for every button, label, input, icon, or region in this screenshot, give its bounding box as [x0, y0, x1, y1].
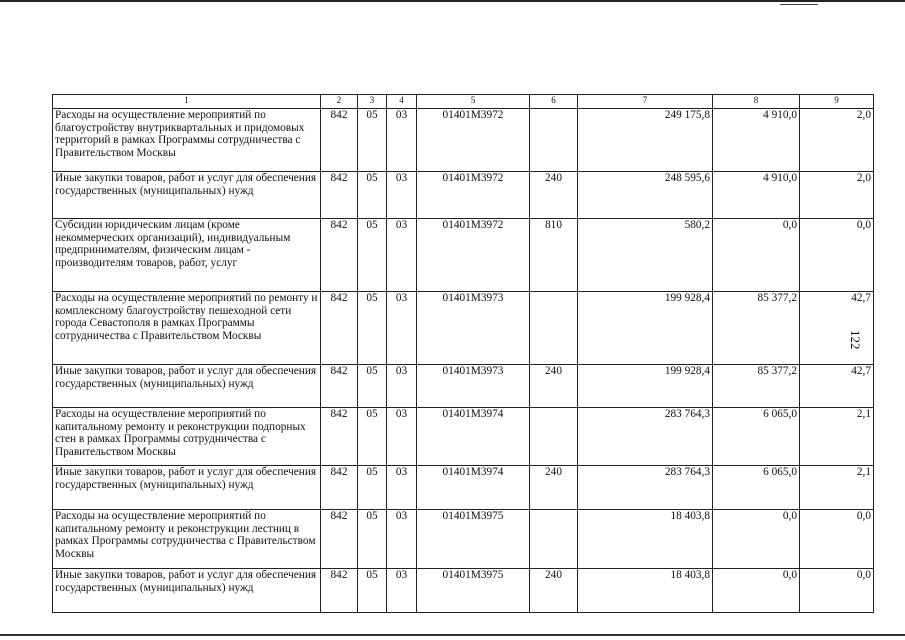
cell-ved: 842: [321, 408, 358, 466]
cell-pr: 03: [387, 365, 417, 408]
cell-pr: 03: [387, 510, 417, 569]
cell-plan: 580,2: [578, 219, 713, 292]
cell-vr: [530, 109, 578, 172]
cell-fact: 4 910,0: [713, 172, 800, 219]
cell-csr: 01401М3972: [417, 109, 530, 172]
cell-plan: 18 403,8: [578, 510, 713, 569]
cell-vr: [530, 292, 578, 365]
table-body: [53, 109, 874, 613]
cell-vr: 240: [530, 172, 578, 219]
cell-ved: 842: [321, 510, 358, 569]
cell-rz: 05: [358, 172, 387, 219]
table-row: [53, 408, 874, 466]
cell-plan: 18 403,8: [578, 569, 713, 613]
cell-name: Расходы на осуществление мероприятий по ремонту и комплексному благоустройству пешеходной сети города Севастополя в рамках Программы сотрудничества с Правительством Москвы: [53, 292, 321, 365]
cell-fact: 0,0: [713, 569, 800, 613]
table-row: [53, 292, 874, 365]
cell-csr: 01401М3973: [417, 365, 530, 408]
cell-fact: 4 910,0: [713, 109, 800, 172]
header-cell: 8: [713, 95, 800, 109]
cell-plan: 199 928,4: [578, 365, 713, 408]
budget-table: [52, 94, 874, 613]
cell-pct: 0,0: [800, 569, 874, 613]
cell-ved: 842: [321, 292, 358, 365]
cell-vr: [530, 510, 578, 569]
cell-fact: 85 377,2: [713, 365, 800, 408]
header-cell: 6: [530, 95, 578, 109]
cell-rz: 05: [358, 510, 387, 569]
cell-vr: 240: [530, 569, 578, 613]
cell-name: Расходы на осуществление мероприятий по капитальному ремонту и реконструкции подпорных стен в рамках Программы сотрудничества с Правительством Москвы: [53, 408, 321, 466]
cell-plan: 283 764,3: [578, 408, 713, 466]
table-row: [53, 569, 874, 613]
cell-ved: 842: [321, 109, 358, 172]
table-row: [53, 172, 874, 219]
header-cell: 3: [358, 95, 387, 109]
cell-vr: [530, 408, 578, 466]
cell-name: Иные закупки товаров, работ и услуг для обеспечения государственных (муниципальных) нужд: [53, 466, 321, 510]
cell-pct: 2,1: [800, 408, 874, 466]
cell-rz: 05: [358, 219, 387, 292]
cell-plan: 248 595,6: [578, 172, 713, 219]
cell-pct: 2,0: [800, 109, 874, 172]
cell-rz: 05: [358, 408, 387, 466]
cell-ved: 842: [321, 466, 358, 510]
cell-name: Иные закупки товаров, работ и услуг для обеспечения государственных (муниципальных) нужд: [53, 569, 321, 613]
cell-fact: 85 377,2: [713, 292, 800, 365]
cell-csr: 01401М3972: [417, 172, 530, 219]
cell-pr: 03: [387, 466, 417, 510]
cell-vr: 240: [530, 365, 578, 408]
cell-plan: 249 175,8: [578, 109, 713, 172]
cell-rz: 05: [358, 365, 387, 408]
cell-csr: 01401М3975: [417, 510, 530, 569]
scan-top-edge: [0, 0, 905, 2]
cell-pr: 03: [387, 219, 417, 292]
cell-name: Иные закупки товаров, работ и услуг для обеспечения государственных (муниципальных) нужд: [53, 172, 321, 219]
scan-edge-mark: [780, 4, 818, 5]
cell-fact: 0,0: [713, 510, 800, 569]
header-cell: 5: [417, 95, 530, 109]
cell-name: Расходы на осуществление мероприятий по капитальному ремонту и реконструкции лестниц в рамках Программы сотрудничества с Правительством Москвы: [53, 510, 321, 569]
table-row: [53, 510, 874, 569]
cell-ved: 842: [321, 365, 358, 408]
cell-pr: 03: [387, 109, 417, 172]
scan-bottom-edge: [0, 634, 905, 636]
cell-pr: 03: [387, 292, 417, 365]
cell-pct: 0,0: [800, 510, 874, 569]
cell-name: Иные закупки товаров, работ и услуг для обеспечения государственных (муниципальных) нужд: [53, 365, 321, 408]
header-cell: 4: [387, 95, 417, 109]
cell-pr: 03: [387, 172, 417, 219]
cell-rz: 05: [358, 569, 387, 613]
table-row: [53, 109, 874, 172]
cell-fact: 6 065,0: [713, 408, 800, 466]
cell-csr: 01401М3975: [417, 569, 530, 613]
cell-pct: 2,0: [800, 172, 874, 219]
cell-plan: 199 928,4: [578, 292, 713, 365]
table-row: [53, 466, 874, 510]
page-number: 122: [848, 330, 863, 350]
cell-pct: 42,7: [800, 365, 874, 408]
cell-name: Расходы на осуществление мероприятий по благоустройству внутриквартальных и придомовых территорий в рамках Программы сотрудничества с Правительством Москвы: [53, 109, 321, 172]
header-cell: 1: [53, 95, 321, 109]
cell-name: Субсидии юридическим лицам (кроме некоммерческих организаций), индивидуальным предпринимателям, физическим лицам - производителям товаров, работ, услуг: [53, 219, 321, 292]
table-row: [53, 219, 874, 292]
cell-ved: 842: [321, 172, 358, 219]
cell-fact: 0,0: [713, 219, 800, 292]
cell-ved: 842: [321, 569, 358, 613]
header-cell: 7: [578, 95, 713, 109]
cell-csr: 01401М3973: [417, 292, 530, 365]
cell-csr: 01401М3974: [417, 466, 530, 510]
cell-fact: 6 065,0: [713, 466, 800, 510]
cell-pct: 2,1: [800, 466, 874, 510]
cell-csr: 01401М3972: [417, 219, 530, 292]
cell-rz: 05: [358, 109, 387, 172]
cell-vr: 810: [530, 219, 578, 292]
cell-csr: 01401М3974: [417, 408, 530, 466]
cell-pct: 42,7: [800, 292, 874, 365]
table-row: [53, 365, 874, 408]
table-header: [53, 95, 874, 109]
header-cell: 2: [321, 95, 358, 109]
cell-pr: 03: [387, 408, 417, 466]
cell-pct: 0,0: [800, 219, 874, 292]
cell-vr: 240: [530, 466, 578, 510]
cell-ved: 842: [321, 219, 358, 292]
cell-pr: 03: [387, 569, 417, 613]
cell-rz: 05: [358, 466, 387, 510]
cell-rz: 05: [358, 292, 387, 365]
header-cell: 9: [800, 95, 874, 109]
cell-plan: 283 764,3: [578, 466, 713, 510]
